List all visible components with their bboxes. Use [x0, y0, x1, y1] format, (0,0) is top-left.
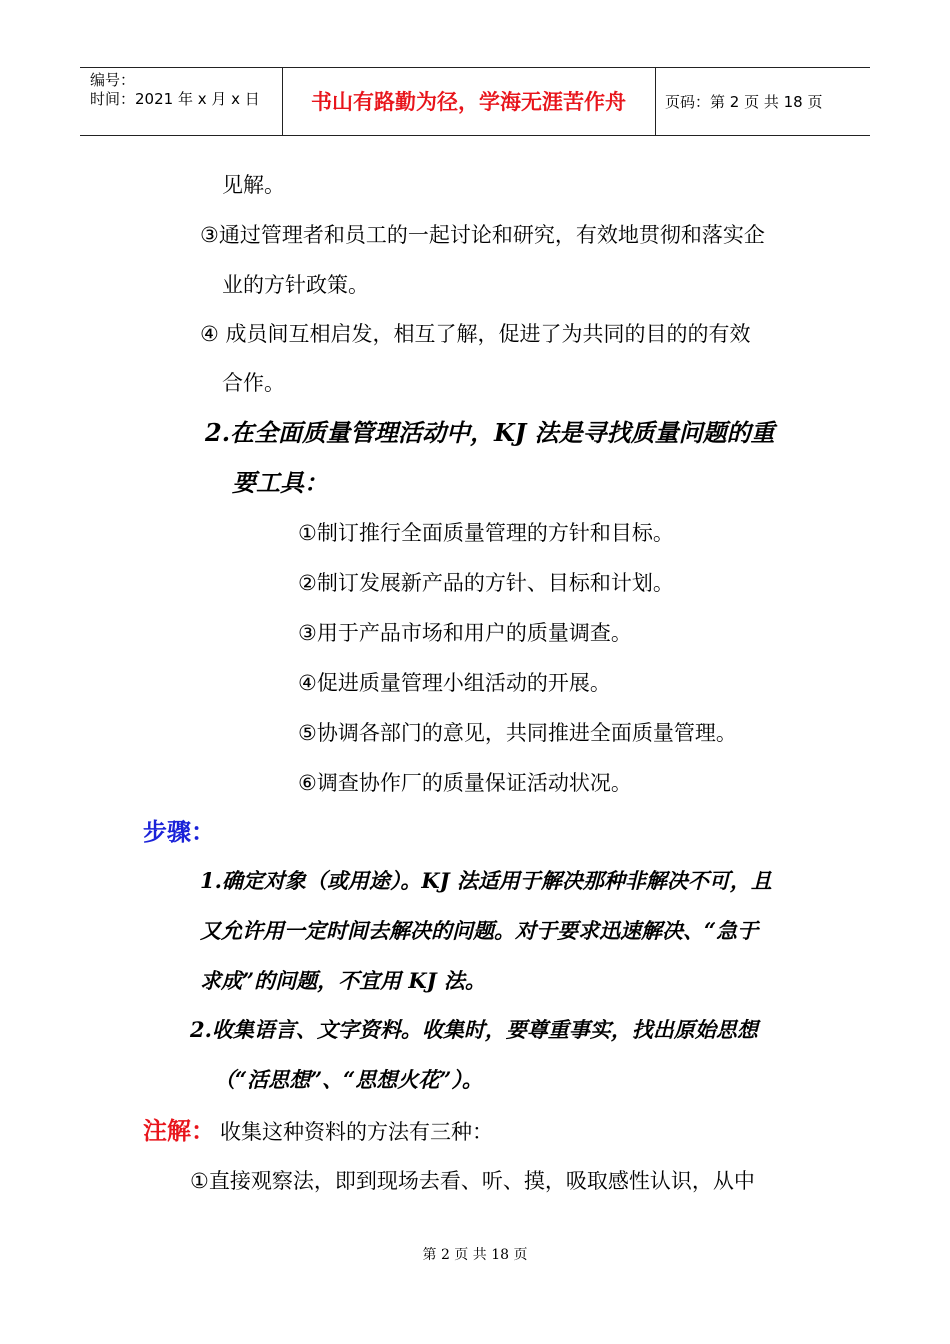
body-line: 见解。	[222, 173, 285, 197]
body-line: 业的方针政策。	[222, 273, 369, 297]
method-line: ①直接观察法，即到现场去看、听、摸，吸取感性认识，从中	[190, 1169, 755, 1193]
steps-label: 步骤：	[143, 818, 215, 846]
body-line: 合作。	[222, 371, 285, 395]
section-heading-cont: 要工具：	[232, 468, 328, 497]
note-label: 注解：	[143, 1117, 215, 1145]
list-item: ③用于产品市场和用户的质量调查。	[298, 621, 632, 645]
body-line: ③通过管理者和员工的一起讨论和研究，有效地贯彻和落实企	[200, 223, 765, 247]
header-divider-right	[655, 67, 656, 135]
header-page-number: 页码：第 2 页 共 18 页	[665, 93, 823, 111]
step2-line: （“活思想”、“思想火花”）。	[214, 1067, 483, 1092]
header-bottom-rule	[80, 135, 870, 136]
footer-page-number: 第 2 页 共 18 页	[422, 1247, 528, 1263]
list-item: ④促进质量管理小组活动的开展。	[298, 671, 611, 695]
list-item: ①制订推行全面质量管理的方针和目标。	[298, 521, 674, 545]
list-item: ⑤协调各部门的意见，共同推进全面质量管理。	[298, 721, 737, 745]
header-number-label: 编号：	[90, 71, 136, 89]
section-heading: 2.在全面质量管理活动中，KJ 法是寻找质量问题的重	[205, 418, 775, 447]
step2-line: 2.收集语言、文字资料。收集时，要尊重事实，找出原始思想	[190, 1017, 758, 1042]
header-date: 时间：2021 年 x 月 x 日	[90, 90, 260, 108]
header-top-rule	[80, 67, 870, 68]
list-item: ②制订发展新产品的方针、目标和计划。	[298, 571, 674, 595]
step1-line: 又允许用一定时间去解决的问题。对于要求迅速解决、“急于	[200, 918, 759, 943]
body-line: ④ 成员间互相启发，相互了解，促进了为共同的目的的有效	[200, 322, 751, 346]
note-text: 收集这种资料的方法有三种：	[220, 1120, 493, 1144]
step1-line: 求成”的问题，不宜用 KJ 法。	[200, 968, 486, 993]
header-motto: 书山有路勤为径，学海无涯苦作舟	[311, 90, 626, 114]
list-item: ⑥调查协作厂的质量保证活动状况。	[298, 771, 632, 795]
step1-line: 1.确定对象（或用途）。KJ 法适用于解决那种非解决不可，且	[200, 868, 772, 893]
